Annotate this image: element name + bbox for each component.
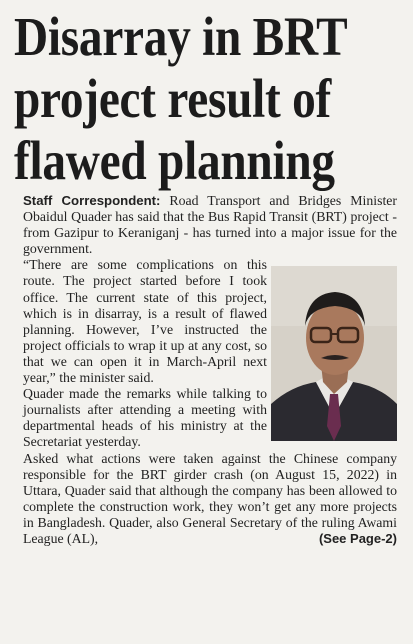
- headline-line-3: flawed planning: [14, 130, 335, 191]
- see-page-link[interactable]: (See Page-2): [318, 530, 397, 546]
- photo-space: [267, 257, 397, 434]
- headline-line-1: Disarray in BRT: [14, 6, 348, 67]
- byline: Staff Correspondent:: [23, 193, 161, 208]
- lead-text: Road Transport and Bridges Minister Obaidul Quader has said that the Bus Rapid Transit (BRT) project - from Gazipur to Keraniganj - has turned into a major issue for the government.: [23, 193, 398, 257]
- headline-line-2: project result of: [14, 68, 332, 129]
- quote-paragraph: “There are some complications on this route. The project started before I took office. The current state of this project, which is in disarray, is a result of flawed planning. However, I’ve instructed the project officials to wrap it up at any cost, so that we can open it in March-April next year,” the minister said.: [23, 257, 267, 386]
- actions-paragraph: [23, 451, 397, 548]
- remarks-paragraph: Quader made the remarks while talking to journalists after attending a meeting with departmental heads of his ministry at the Secretariat yesterday.: [23, 386, 267, 450]
- article-body: [23, 193, 397, 547]
- actions-text: Asked what actions were taken against the Chinese company responsible for the BRT girder crash (on August 15, 2022) in Uttara, Quader said that although the company has been allowed to complete the construction work, they won’t get any more projects in Bangladesh. Quader, also General Secretary of the ruling Awami League (AL),: [23, 450, 397, 546]
- lead-paragraph: [23, 193, 397, 257]
- headline: [14, 6, 351, 192]
